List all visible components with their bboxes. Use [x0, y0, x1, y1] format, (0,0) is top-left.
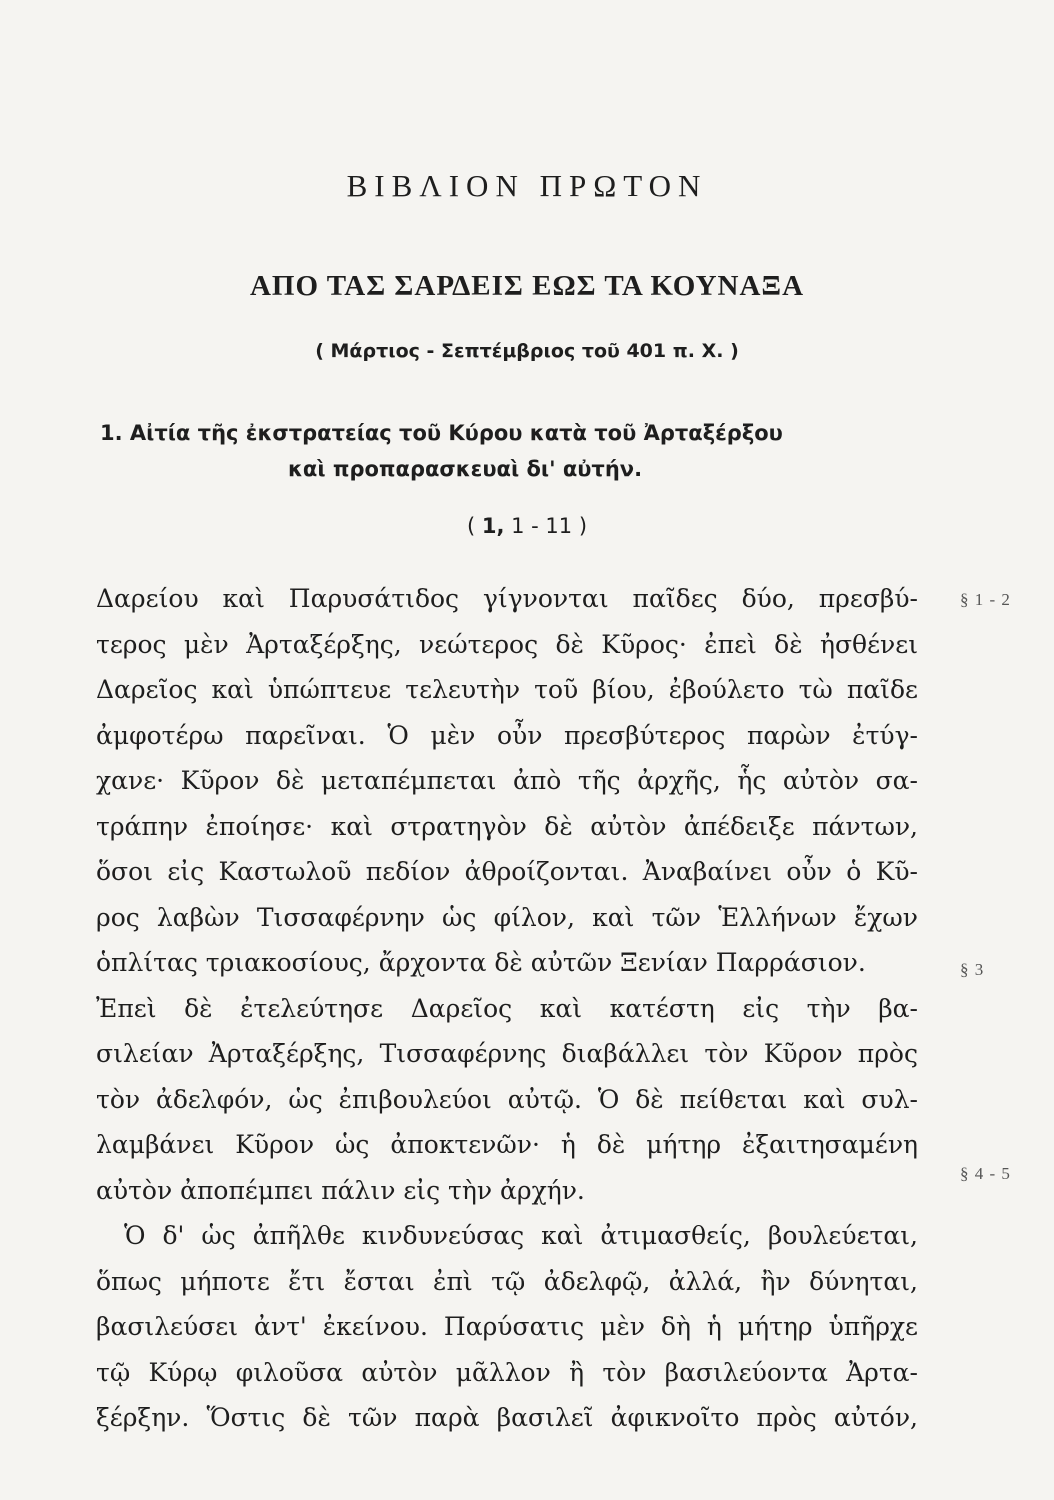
text-line: τὸν ἀδελφόν, ὡς ἐπιβουλεύοι αὐτῷ. Ὁ δὲ πείθεται καὶ συλ-	[96, 1084, 918, 1114]
text-line: ἀμφοτέρω παρεῖναι. Ὁ μὲν οὖν πρεσβύτερος παρὼν ἐτύγ-	[96, 720, 918, 750]
text-line: τερος μὲν Ἀρταξέρξης, νεώτερος δὲ Κῦρος· ἐπεὶ δὲ ἠσθένει	[96, 629, 918, 659]
text-line: Δαρείου καὶ Παρυσάτιδος γίγνονται παῖδες δύο, πρεσβύ-	[96, 584, 918, 613]
range-sections: 1 - 11 )	[511, 514, 588, 538]
text-line: ὁπλίτας τριακοσίους, ἄρχοντα δὲ αὐτῶν Ξενίαν Παρράσιον.	[96, 948, 866, 977]
text-line: Ἐπεὶ δὲ ἐτελεύτησε Δαρεῖος καὶ κατέστη εἰς τὴν βα-	[96, 993, 918, 1023]
chapter-heading-line1: Αἰτία τῆς ἐκστρατείας τοῦ Κύρου κατὰ τοῦ Ἀρταξέρξου	[129, 421, 783, 445]
range-open: (	[466, 514, 476, 538]
text-line: ὅπως μήποτε ἔτι ἔσται ἐπὶ τῷ ἀδελφῷ, ἀλλά, ἢν δύνηται,	[96, 1266, 918, 1296]
chapter-heading-line2: καὶ προπαρασκευαὶ δι' αὐτήν.	[288, 457, 643, 481]
main-text	[96, 576, 918, 1441]
chapter-number: 1.	[100, 421, 123, 445]
text-line: βασιλεύσει ἀντ' ἐκείνου. Παρύσατις μὲν δὴ ἡ μήτηρ ὑπῆρχε	[96, 1312, 918, 1341]
text-line: αὐτὸν ἀποπέμπει πάλιν εἰς τὴν ἀρχήν.	[96, 1175, 585, 1205]
text-line: Ὁ δ' ὡς ἀπῆλθε κινδυνεύσας καὶ ἀτιμασθείς, βουλεύεται,	[124, 1221, 918, 1250]
text-line: τράπην ἐποίησε· καὶ στρατηγὸν δὲ αὐτὸν ἀπέδειξε πάντων,	[96, 811, 918, 841]
margin-reference: § 3	[960, 960, 985, 979]
text-line: τῷ Κύρῳ φιλοῦσα αὐτὸν μᾶλλον ἢ τὸν βασιλεύοντα Ἀρτα-	[96, 1357, 918, 1387]
text-line: ρος λαβὼν Τισσαφέρνην ὡς φίλον, καὶ τῶν Ἑλλήνων ἔχων	[96, 902, 918, 932]
passage-range	[0, 514, 1054, 538]
chapter-heading	[100, 415, 940, 487]
text-line: Δαρεῖος καὶ ὑπώπτευε τελευτὴν τοῦ βίου, ἐβούλετο τὼ παῖδε	[96, 675, 918, 704]
section-subtitle: ΑΠΟ ΤΑΣ ΣΑΡΔΕΙΣ ΕΩΣ ΤΑ ΚΟΥΝΑΞΑ	[249, 270, 805, 302]
range-book: 1,	[481, 514, 505, 538]
margin-reference: § 4 - 5	[960, 1164, 1011, 1183]
text-line: ξέρξην. Ὅστις δὲ τῶν παρὰ βασιλεῖ ἀφικνοῖτο πρὸς αὐτόν,	[96, 1403, 918, 1432]
book-title: ΒΙΒΛΙΟΝ ΠΡΩΤΟΝ	[346, 168, 708, 203]
text-line: χανε· Κῦρον δὲ μεταπέμπεται ἀπὸ τῆς ἀρχῆς, ἧς αὐτὸν σα-	[96, 766, 918, 795]
text-line: σιλείαν Ἀρταξέρξης, Τισσαφέρνης διαβάλλει τὸν Κῦρον πρὸς	[96, 1039, 918, 1068]
date-range: ( Μάρτιος - Σεπτέμβριος τοῦ 401 π. Χ. )	[315, 340, 739, 362]
margin-reference: § 1 - 2	[960, 590, 1011, 609]
text-line: ὅσοι εἰς Καστωλοῦ πεδίον ἀθροίζονται. Ἀναβαίνει οὖν ὁ Κῦ-	[96, 857, 918, 886]
text-line: λαμβάνει Κῦρον ὡς ἀποκτενῶν· ἡ δὲ μήτηρ ἐξαιτησαμένη	[96, 1130, 918, 1159]
